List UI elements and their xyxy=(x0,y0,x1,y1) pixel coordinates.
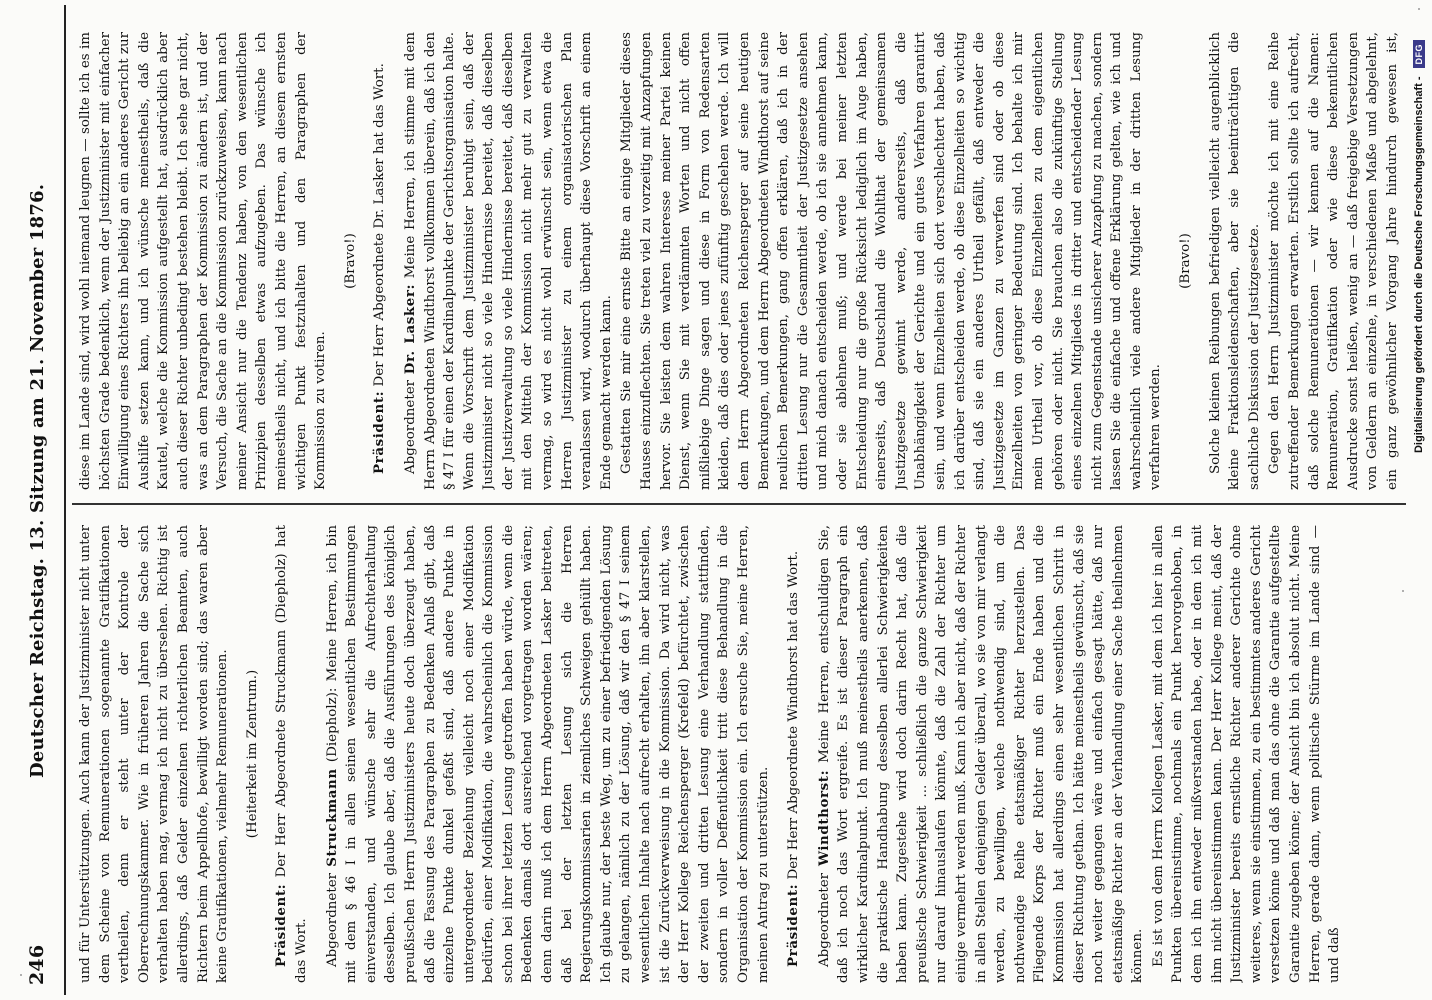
speech xyxy=(401,32,617,490)
paragraph: Gestatten Sie mir eine ernste Bitte an einige Mitglieder dieses Hauses einzuflechten. Sie treten viel zu vorzeitig mit Anzapfungen hervor. Sie leisten dem wahren Interesse meiner Partei keinen Dienst, wenn Sie mit verdämmten Worten und nicht offen mißliebige Dinge sagen und diese in Form von Redensarten kleiden, daß dies oder jenes zufünftig geschehen werde. Ich will dem Herrn Abgeordneten Reichensperger auf seine heutigen Bemerkungen, und dem Herrn Abgeordneten Windthorst auf seine neulichen Bemerkungen, gang offen erklären, daß ich in der dritten Lesung nur die Gesammtheit der Justizgesetze ansehen und mich danach entscheiden werde, ob ich sie annehmen kann, oder sie ablehnen muß; und werde bei meiner letzten Entscheidung nur die große Rücksicht lediglich im Auge haben, einerseits, daß Deutschland die Wohlthat der gemeinsamen Justizgesetze gewinnt werde, andererseits, daß die Unabhängigkeit der Gerichte und ein gutes Verfahren garantirt sein, und wenn Einzelheiten sich dort verschlechtert haben, daß ich darüber entscheiden werde, ob diese Einzelheiten so wichtig sind, daß sie ein anderes Urtheil gefällt, daß entweder die Justizgesetze im Ganzen zu verwerfen sind oder ob diese Einzelheiten von geringer Bedeutung sind. Ich behalte ich mir mein Urtheil vor, ob diese Einzelheiten zu dem eigentlichen gehören oder nicht. Sie brauchen also die zukünftige Stellung eines einzelnen Mitgliedes in dritter und entscheidender Lesung nicht zum Gegenstande unsicherer Anzapfung zu machen, sondern lassen Sie die einfache und offene Erklärung gelten, wie ich und wahrscheinlich viele andere Mitglieder in der dritten Lesung verfahren werden. xyxy=(619,32,1164,490)
president-statement xyxy=(784,525,804,983)
footer-text-rotated xyxy=(1410,40,1428,1000)
speech-text: Meine Herren, ich stimme mit dem Herrn Abgeordneten Windthorst vollkommen überein, daß ich den § 47 I für einen der Kardinalpunkte der Gerichtsorganisation halte. Wenn die Vorschrift dem Justizminister beruhigt sein, daß der Justizminister nicht so viele Hindernisse bereitet, daß dieselben der Justizverwaltung so viele Hindernisse bereitet, daß dieselben mit den Mitteln der Kommission nicht mehr gut zu verwalten vermag, so wird es nicht wohl erwünscht sein, wenn etwa die Herren Justizminister zu einem organisatorischen Plan veranlassen wird, wodurch überhaupt diese Vorschrift an einem Ende gemacht werden kann. xyxy=(402,32,614,490)
session-title: 13. Sitzung am 21. November 1876. xyxy=(27,183,48,552)
speaker-label: Präsident: xyxy=(273,883,290,967)
speaker-role: Abgeordneter xyxy=(324,872,340,967)
speaker-name: Struckmann xyxy=(323,768,340,867)
column-divider xyxy=(72,503,1406,505)
speaker-role: Abgeordneter xyxy=(816,872,832,967)
spacer xyxy=(313,525,323,983)
scan-speck xyxy=(1418,8,1420,10)
speech-text: Meine Herren, entschuldigen Sie, daß ich noch das Wort ergreife. Es ist dieser Paragraph ein wirklicher Kardinalpunkt. Ich muß meinestheils anerkennen, daß die praktische Handhabung desselben allerlei Schwierigkeiten haben kann. Zugestehe wird doch darin Recht hat, daß die preußische Schwierigkeit ... schließlich die ganze Schwierigkeit nur darauf hinauslaufen könnte, daß die Zahl der Richter um einige vermehrt werden muß. Kann ich aber nicht, daß der Richter in allen Stellen denjenigen Gelder überall, wo sie von mir verlangt werden, zu bewilligen, welche nothwendig sind, um die nothwendige Reihe etatsmäßiger Richter herzustellen. Das Fliegende Korps der Richter muß ein Ende haben und die Kommission hat allerdings einen sehr wesentlichen Schritt in dieser Richtung gethan. Ich hätte meinestheils gewünscht, daß sie noch weiter gegangen wäre und einfach gesagt hätte, daß nur etatsmäßige Richter an der Verhandlung einer Sache theilnehmen können. xyxy=(816,525,1146,983)
paragraph: Es ist von dem Herrn Kollegen Lasker, mit dem ich hier in allen Punkten übereinstimme, nochmals ein Punkt hervorgehoben, in dem ich ihn entweder mißverstanden habe, oder in dem ich mit ihm nicht übereinstimmen kann. Der Herr Kollege meint, daß der Justizminister bereits ernstliche Richter anderer Gerichte ohne weiteres, wenn sie einstimmen, zu ein bestimmtes anderes Gericht versetzen könne und daß man das ohne die Garantie aufgestellte Garantie zugeben könne; der Ansicht bin ich absolut nicht. Meine Herren, gerade dann, wenn politische Stürme im Lande sind — und daß xyxy=(1150,525,1343,983)
interjection: (Bravo!) xyxy=(1178,233,1194,289)
page-number: 246 xyxy=(26,944,48,985)
spacer xyxy=(805,525,815,983)
page-title xyxy=(27,17,48,945)
spacer xyxy=(774,525,784,983)
speaker-name: Windthorst: xyxy=(815,769,832,867)
interjection: (Bravo!) xyxy=(342,233,358,289)
rotated-document-page xyxy=(20,5,1410,995)
speech-text: Meine Herren, ich bin mit dem § 46 I in allen seinen wesentlichen Bestimmungen einverstanden, und wünsche sehr die Aufrechterhaltung desselben. Ich glaube aber, daß die Ausführungen des königlich preußischen Herrn Justizministers heute doch überzeugt haben, daß die Fassung des Paragraphen zu Bedenken Anlaß gibt, daß einzelne Punkte dunkel gefaßt sind, daß andere Punkte in untergeordneter Beziehung vielleicht noch einer Modifikation bedürfen, einer Modifikation, die wahrscheinlich die Kommission schon bei ihrer letzten Lesung getroffen haben würde, wenn die Bedenken damals dort ausreichend vorgetragen worden wären; denn darin muß ich dem Herrn Abgeordneten Lasker beitreten, daß bei der letzten Lesung sich die Herren Regierungskommissarien in ziemliches Schweigen gehüllt haben. Ich glaube nur, der beste Weg, um zu einer befriedigenden Lösung zu gelangen, nämlich zu der Lösung, daß wir den § 47 I seinem wesentlichen Inhalte nach aufrecht erhalten, ihn aber klarstellen, ist die Zurückverweisung in die Kommission. Da wird nicht, was der Herr Kollege Reichensperger (Krefeld) befürchtet, zwischen der zweiten und dritten Lesung eine Verhandlung stattfinden, sondern in voller Deffentlichkeit tritt diese Behandlung in die Organisation der Kommission ein. Ich ersuche Sie, meine Herren, meinen Antrag zu unterstützen. xyxy=(324,525,771,983)
left-column xyxy=(76,525,1400,983)
spacer xyxy=(391,32,401,490)
paragraph: Solche kleinen Reibungen befriedigen vielleicht augenblicklich kleine Fraktionsleidenschaften, aber sie beeinträchtigen die sachliche Diskussion der Justizgesetze. xyxy=(1207,32,1262,490)
speaker-label: Präsident: xyxy=(371,390,388,474)
speaker-place: (Diepholz): xyxy=(324,687,340,763)
paragraph: diese im Lande sind, wird wohl niemand leugnen — sollte ich es im höchsten Grade bedenklich, wenn der Justizminister mit einfacher Einwilligung eines Richters ihn beliebig an ein anderes Gericht zur Aushilfe setzen kann, und ich wünsche meinestheils, daß die Kautel, welche die Kommission aufgestellt hat, ausdrücklich aber auch dieser Richter unbedingt bestehen bleibt. Ich sehe gar nicht, was an dem Paragraphen der Kommission zu ändern ist, und der Versuch, die Sache an die Kommission zurückzuweisen, kann nach meiner Ansicht nur die Tendenz haben, von den wesentlichen Prinzipien desselben etwas aufzugeben. Das wünsche ich meinestheils nicht, und ich bitte die Herren, an diesem ernsten wichtigen Punkt festzuhalten und den Paragraphen der Kommission zu votiren. xyxy=(78,32,329,490)
right-column xyxy=(76,32,1400,490)
interjection: (Heiterkeit im Zentrum.) xyxy=(244,669,260,839)
president-statement xyxy=(370,32,390,490)
journal-title: Deutscher Reichstag. xyxy=(27,557,48,779)
footer-credit: Digitalisierung gefördert durch die Deutsche Forschungsgemeinschaft - xyxy=(1413,76,1425,454)
digitization-footer xyxy=(1410,40,1428,1000)
speaker-name: Dr. Lasker: xyxy=(401,283,418,375)
speech xyxy=(815,525,1148,983)
statement-text: Der Herr Abgeordnete Windthorst hat das Wort. xyxy=(786,550,802,880)
statement-text: Der Herr Abgeordnete Dr. Lasker hat das Wort. xyxy=(372,63,388,387)
header-rule xyxy=(64,5,66,995)
speaker-label: Präsident: xyxy=(785,883,802,967)
statement-text: Der Herr Abgeordnete Struckmann (Diepholz) hat das Wort. xyxy=(274,525,309,983)
speech xyxy=(323,525,774,983)
paragraph: und für Unterstützungen. Auch kann der Justizminister nicht unter dem Scheine von Remunerationen sogenannte Gratifikationen vertheilen, denn er steht unter der Kontrole der Oberrechnungskammer. Wie in früheren Jahren die Sache sich verhalten haben mag, vermag ich nicht zu übersehen. Richtig ist allerdings, daß Gelder einzelnen richterlichen Beamten, auch Richtern beim Appellhofe, bewilligt worden sind; das waren aber keine Gratifikationen, vielmehr Remunerationen. xyxy=(78,525,231,983)
president-statement xyxy=(272,525,311,983)
speaker-role: Abgeordneter xyxy=(402,379,418,474)
running-head xyxy=(26,17,60,985)
paragraph: Gegen den Herrn Justizminister möchte ich mit eine Reihe zutreffender Bemerkungen erwarten. Erstlich sollte ich aufrecht, daß solche Remunerationen — wir kennen auf die Namen: Remuneration, Gratifikation oder wie diese bekenntlichen Ausdrucke sonst heißen, wenig an — daß freigebige Versetzungen von Geldern an einzelne, in verschiedenen Maße und abgelehnt, ein ganz gewöhnlicher Vorgang Jahre hindurch gewesen ist, xyxy=(1267,32,1400,490)
dfg-logo-icon: DFG xyxy=(1413,40,1425,69)
